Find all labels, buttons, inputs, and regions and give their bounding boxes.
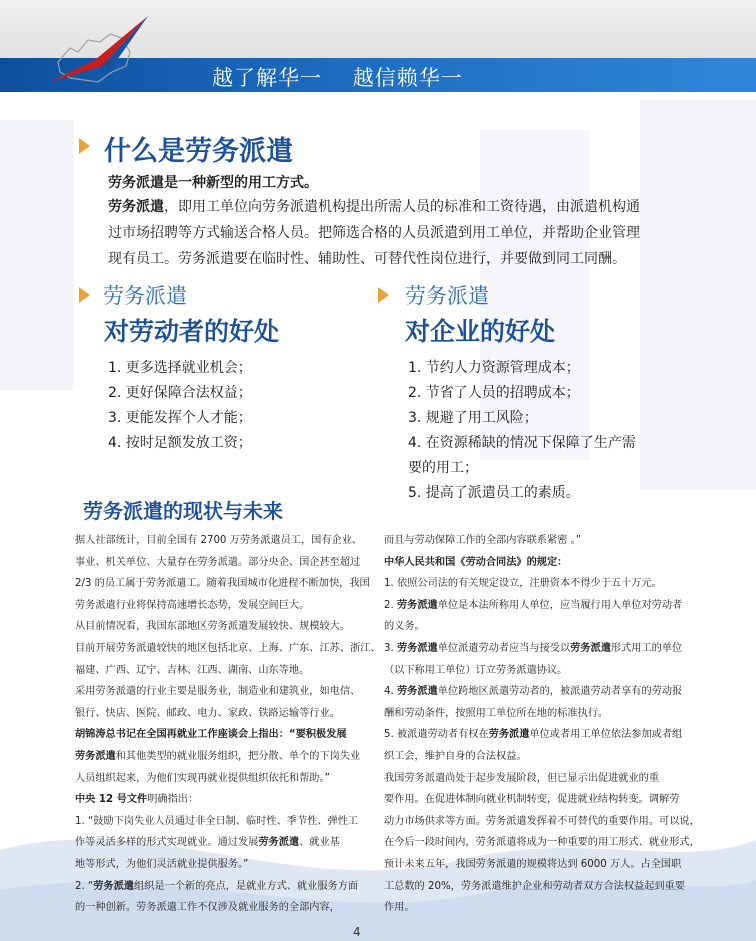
right-column-line: 3. 劳务派遣单位派遣劳动者应当与接受以劳务派遣形式用工的单位 — [384, 642, 683, 654]
right-column-text — [384, 530, 700, 919]
list-item: 4. 按时足额发放工资； — [108, 435, 252, 451]
list-item: 2. 更好保障合法权益； — [108, 385, 252, 401]
list-item: 2. 节省了人员的招聘成本； — [408, 385, 580, 401]
company-logo-icon — [40, 12, 160, 92]
right-column-line: 5. 被派遣劳动者有权在劳务派遣单位或者用工单位依法参加或者组 — [384, 729, 683, 741]
left-column-line: 福建、广西、辽宁、吉林、江西、湖南、山东等地。 — [75, 664, 310, 676]
right-column-line: （以下称用工单位）订立劳务派遣协议。 — [384, 664, 568, 676]
left-column-line: 据人社部统计，目前全国有 2700 万劳务派遣员工，国有企业、 — [75, 535, 363, 546]
definition-lead: 劳务派遣是一种新型的用工方式。 — [108, 175, 318, 191]
definition-line: 劳务派遣，即用工单位向劳务派遣机构提出所需人员的标准和工资待遇，由派遣机构通 — [108, 199, 640, 215]
left-column-line: 1. “鼓励下岗失业人员通过非全日制、临时性、季节性、弹性工 — [75, 815, 359, 827]
right-column-line: 作用。 — [384, 902, 415, 914]
bg-panel-left — [0, 120, 74, 390]
left-column-line: 银行、快店、医院、邮政、电力、家政、铁路运输等行业。 — [75, 707, 340, 719]
right-column-line: 4. 劳务派遣单位跨地区派遣劳动者的，被派遣劳动者享有的劳动报 — [384, 686, 683, 698]
right-column-line: 中华人民共和国《劳动合同法》的规定： — [384, 556, 568, 568]
left-column-line: 劳务派遣行业将保持高速增长态势，发展空间巨大。 — [75, 599, 310, 611]
left-column-line: 劳务派遣和其他类型的就业服务组织，把分散、单个的下岗失业 — [75, 750, 361, 762]
right-column-line: 2. 劳务派遣单位是本法所称用人单位，应当履行用人单位对劳动者 — [384, 599, 683, 611]
enterprise-subtitle: 劳务派遣 — [405, 284, 489, 308]
right-column-line: 的义务。 — [384, 621, 425, 633]
bullet-arrow-icon — [79, 287, 90, 303]
right-column-line: 预计未来五年，我国劳务派遣的规模将达到 6000 万人。占全国职 — [384, 858, 682, 870]
right-column-line: 织工会，维护自身的合法权益。 — [384, 750, 527, 762]
left-column-line: 地等形式，为他们灵活就业提供服务。” — [75, 858, 249, 870]
right-column-line: 工总数的 20%，劳务派遣维护企业和劳动者双方合法权益起到重要 — [384, 880, 685, 892]
left-column-line: 采用劳务派遣的行业主要是服务业，制造业和建筑业，如电信、 — [75, 686, 361, 698]
right-column-line: 酬和劳动条件，按照用工单位所在地的标准执行。 — [384, 707, 609, 719]
list-item: 4. 在资源稀缺的情况下保障了生产需 — [408, 435, 636, 451]
list-item: 1. 更多选择就业机会； — [108, 360, 252, 376]
right-column-line: 动力市场供求等方面。劳务派遣发挥着不可替代的重要作用。可以说， — [384, 815, 700, 827]
right-column-line: 要作用。在促进体制向就业机制转变，促进就业结构转变。调解劳 — [384, 794, 680, 806]
page-number: 4 — [353, 925, 361, 939]
left-column-line: 胡锦涛总书记在全国再就业工作座谈会上指出：“要积极发展 — [75, 729, 347, 741]
left-column-line: 事业、机关单位、大量存在劳务派遣。部分央企、国企甚至超过 — [75, 556, 361, 568]
enterprise-benefits-list — [408, 356, 636, 506]
bullet-arrow-icon — [79, 138, 90, 154]
list-item: 1. 节约人力资源管理成本； — [408, 360, 580, 376]
list-item: 3. 更能发挥个人才能； — [108, 410, 252, 426]
left-column-text — [75, 530, 381, 919]
left-column-line: 2/3 的员工属于劳务派遣工。随着我国城市化进程不断加快，我国 — [75, 578, 370, 590]
right-column-line: 在今后一段时间内，劳务派遣将成为一种重要的用工形式、就业形式， — [384, 837, 700, 849]
left-column-line: 作等灵活多样的形式实现就业。通过发展劳务派遣、就业基 — [75, 837, 340, 849]
list-item: 要的用工； — [408, 460, 478, 476]
section-title-what-is: 什么是劳务派遣 — [104, 136, 293, 167]
definition-body — [108, 194, 640, 272]
workers-title: 对劳动者的好处 — [104, 317, 280, 346]
workers-subtitle: 劳务派遣 — [103, 284, 187, 308]
workers-benefits-list — [108, 356, 252, 456]
left-column-line: 从目前情况看，我国东部地区劳务派遣发展较快、规模较大。 — [75, 621, 351, 633]
definition-line: 过市场招聘等方式输送合格人员。把筛选合格的人员派遣到用工单位，并帮助企业管理 — [108, 225, 640, 241]
left-column-line: 中央 12 号文件明确指出： — [75, 794, 199, 806]
definition-line: 现有员工。劳务派遣要在临时性、辅助性、可替代性岗位进行，并要做到同工同酬。 — [108, 251, 626, 267]
left-column-line: 2. “劳务派遣组织是一个新的亮点，是就业方式、就业服务方面 — [75, 880, 359, 892]
right-column-line: 而且与劳动保障工作的全部内容联系紧密 。” — [384, 535, 581, 546]
right-column-line: 我国劳务派遣尚处于起步发展阶段，但已显示出促进就业的重 — [384, 772, 660, 784]
list-item: 5. 提高了派遣员工的素质。 — [408, 485, 580, 501]
right-column-line: 1. 依照公司法的有关规定设立，注册资本不得少于五十万元。 — [384, 578, 662, 590]
list-item: 3. 规避了用工风险； — [408, 410, 538, 426]
bg-panel-right — [640, 100, 756, 490]
section-title-status-future: 劳务派遣的现状与未来 — [83, 499, 283, 523]
bullet-arrow-icon — [378, 287, 389, 303]
left-column-line: 的一种创新。劳务派遣工作不仅涉及就业服务的全部内容， — [75, 902, 340, 914]
left-column-line: 人员组织起来，为他们实现再就业提供组织依托和帮助。” — [75, 772, 330, 784]
banner-slogan: 越了解华一 越信赖华一 — [212, 66, 463, 90]
enterprise-title: 对企业的好处 — [405, 317, 556, 346]
left-column-line: 目前开展劳务派遣较快的地区包括北京、上海、广东、江苏、浙江、 — [75, 642, 381, 654]
